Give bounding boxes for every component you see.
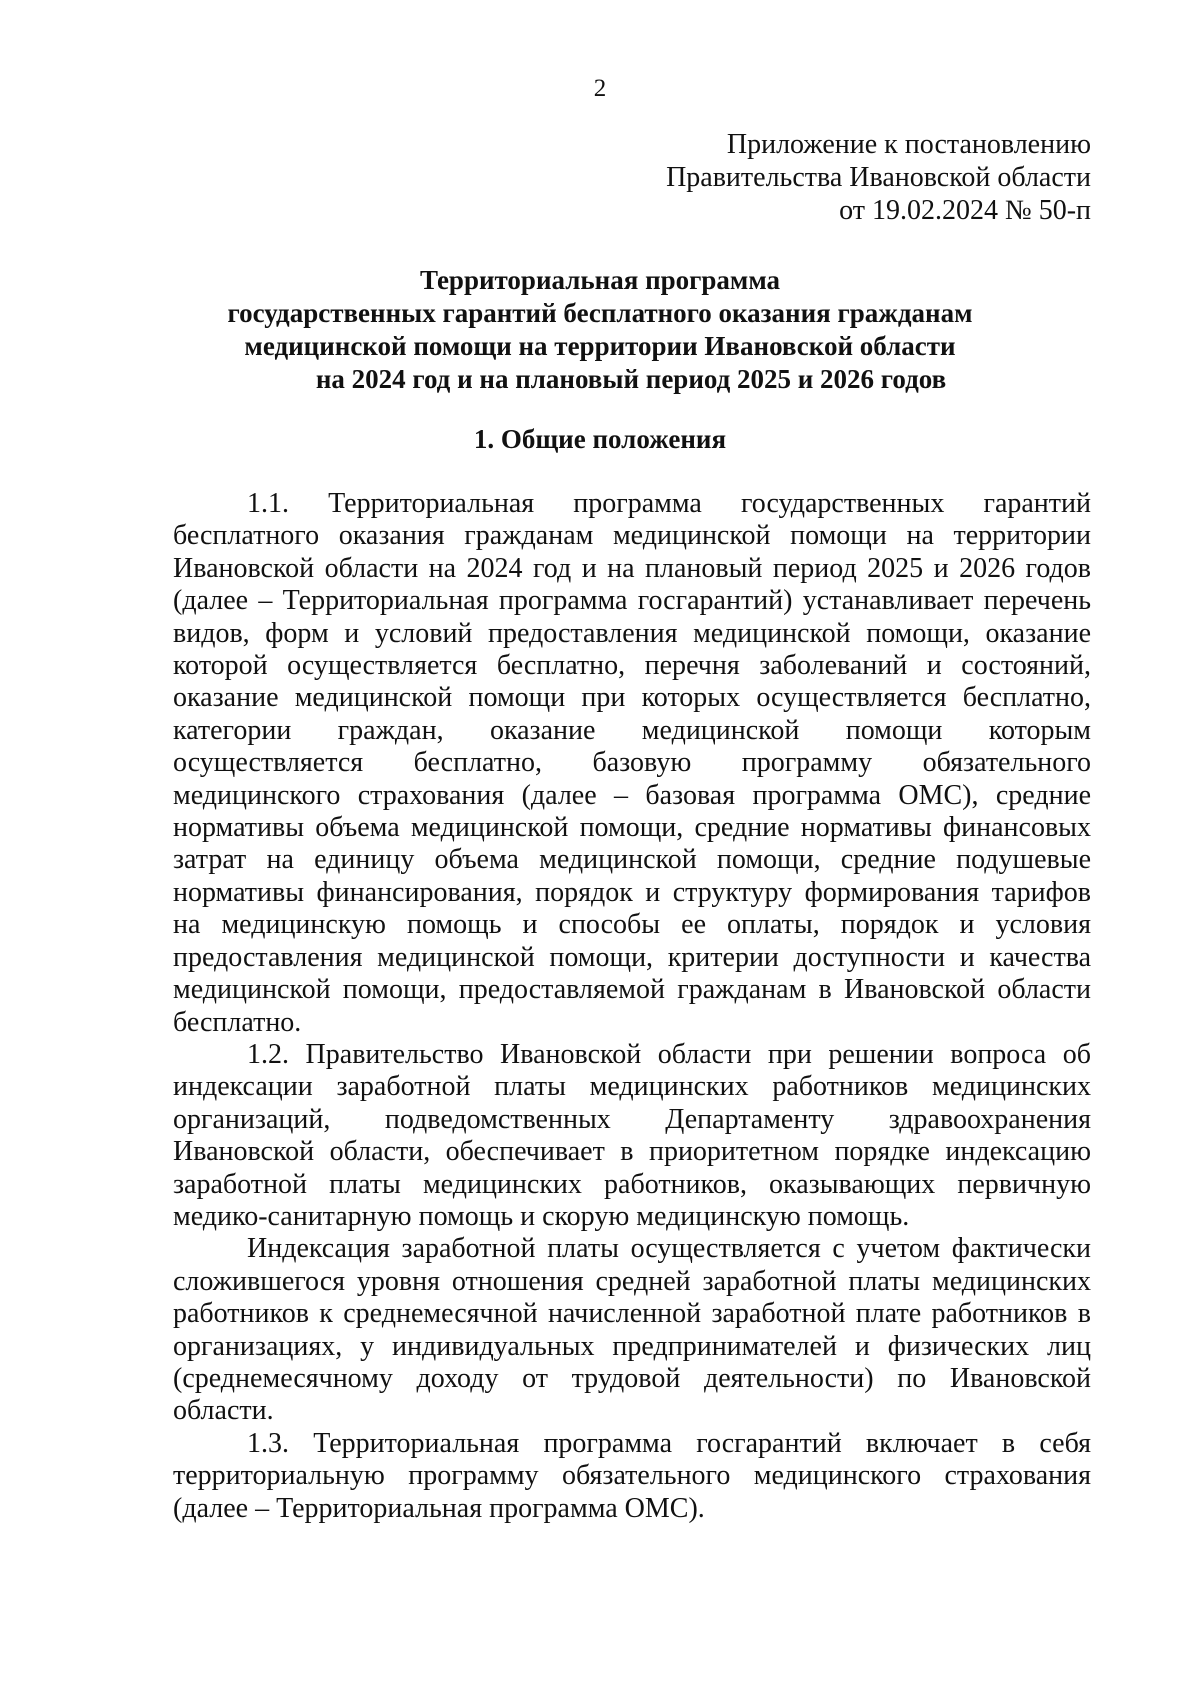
text-line: категории граждан, оказание медицинской помощи которым — [173, 714, 1091, 746]
text-line: организаций, подведомственных Департаменту здравоохранения — [173, 1103, 1091, 1135]
appendix-reference — [666, 128, 1091, 227]
text-line: сложившегося уровня отношения средней заработной платы медицинских — [173, 1265, 1091, 1297]
text-line: 1.3. Территориальная программа госгарантий включает в себя — [247, 1427, 1091, 1459]
title-line: государственных гарантий бесплатного оказания гражданам — [227, 298, 973, 328]
appendix-line: Правительства Ивановской области — [666, 162, 1091, 193]
paragraph-1-3 — [173, 1428, 1091, 1525]
text-line: области. — [173, 1395, 274, 1427]
text-line: медицинской помощи, предоставляемой гражданам в Ивановской области — [173, 974, 1091, 1006]
text-line: оказание медицинской помощи при которых осуществляется бесплатно, — [173, 682, 1091, 714]
title-line: Территориальная программа — [419, 265, 781, 295]
text-line: индексации заработной платы медицинских работников медицинских — [173, 1071, 1091, 1103]
text-line: (далее – Территориальная программа ОМС). — [173, 1492, 705, 1524]
text-line: территориальную программу обязательного медицинского страхования — [173, 1460, 1091, 1492]
text-line: Ивановской области на 2024 год и на плановый период 2025 и 2026 годов — [173, 552, 1091, 584]
title-line: на 2024 год и на плановый период 2025 и 2026 годов — [315, 364, 947, 394]
text-line: медицинского страхования (далее – базовая программа ОМС), средние — [173, 779, 1091, 811]
text-line: нормативы объема медицинской помощи, средние нормативы финансовых — [173, 812, 1091, 844]
text-line: Индексация заработной платы осуществляется с учетом фактически — [247, 1233, 1091, 1265]
appendix-date-number: от 19.02.2024 № 50-п — [839, 195, 1091, 226]
paragraph-1-2 — [173, 1039, 1091, 1233]
text-line: (среднемесячному доходу от трудовой деятельности) по Ивановской — [173, 1362, 1091, 1394]
text-line: видов, форм и условий предоставления медицинской помощи, оказание — [173, 617, 1091, 649]
section-heading: 1. Общие положения — [473, 424, 727, 454]
document-title — [0, 264, 1200, 396]
text-line: Ивановской области, обеспечивает в приоритетном порядке индексацию — [173, 1136, 1091, 1168]
title-line: медицинской помощи на территории Ивановской области — [244, 331, 956, 361]
text-line: 1.1. Территориальная программа государственных гарантий — [247, 488, 1091, 519]
text-line: нормативы финансирования, порядок и структуру формирования тарифов — [173, 876, 1091, 908]
text-line: организациях, у индивидуальных предпринимателей и физических лиц — [173, 1330, 1091, 1362]
text-line: предоставления медицинской помощи, критерии доступности и качества — [173, 941, 1091, 973]
text-line: (далее – Территориальная программа госгарантий) устанавливает перечень — [173, 585, 1091, 617]
text-line: бесплатно. — [173, 1006, 302, 1038]
page-number: 2 — [593, 75, 607, 102]
text-line: которой осуществляется бесплатно, перечня заболеваний и состояний, — [173, 650, 1091, 682]
appendix-line: Приложение к постановлению — [726, 129, 1091, 160]
text-line: на медицинскую помощь и способы ее оплаты, порядок и условия — [173, 909, 1091, 941]
body-text — [173, 488, 1091, 1525]
text-line: заработной платы медицинских работников, оказывающих первичную — [173, 1168, 1091, 1200]
text-line: 1.2. Правительство Ивановской области при решении вопроса об — [247, 1038, 1091, 1070]
text-line: медико-санитарную помощь и скорую медицинскую помощь. — [173, 1200, 910, 1232]
text-line: затрат на единицу объема медицинской помощи, средние подушевые — [173, 844, 1091, 876]
text-line: бесплатного оказания гражданам медицинской помощи на территории — [173, 520, 1091, 552]
paragraph-indexation — [173, 1233, 1091, 1427]
text-line: осуществляется бесплатно, базовую программу обязательного — [173, 747, 1091, 779]
text-line: работников к среднемесячной начисленной заработной плате работников в — [173, 1298, 1091, 1330]
paragraph-1-1 — [173, 488, 1091, 1039]
